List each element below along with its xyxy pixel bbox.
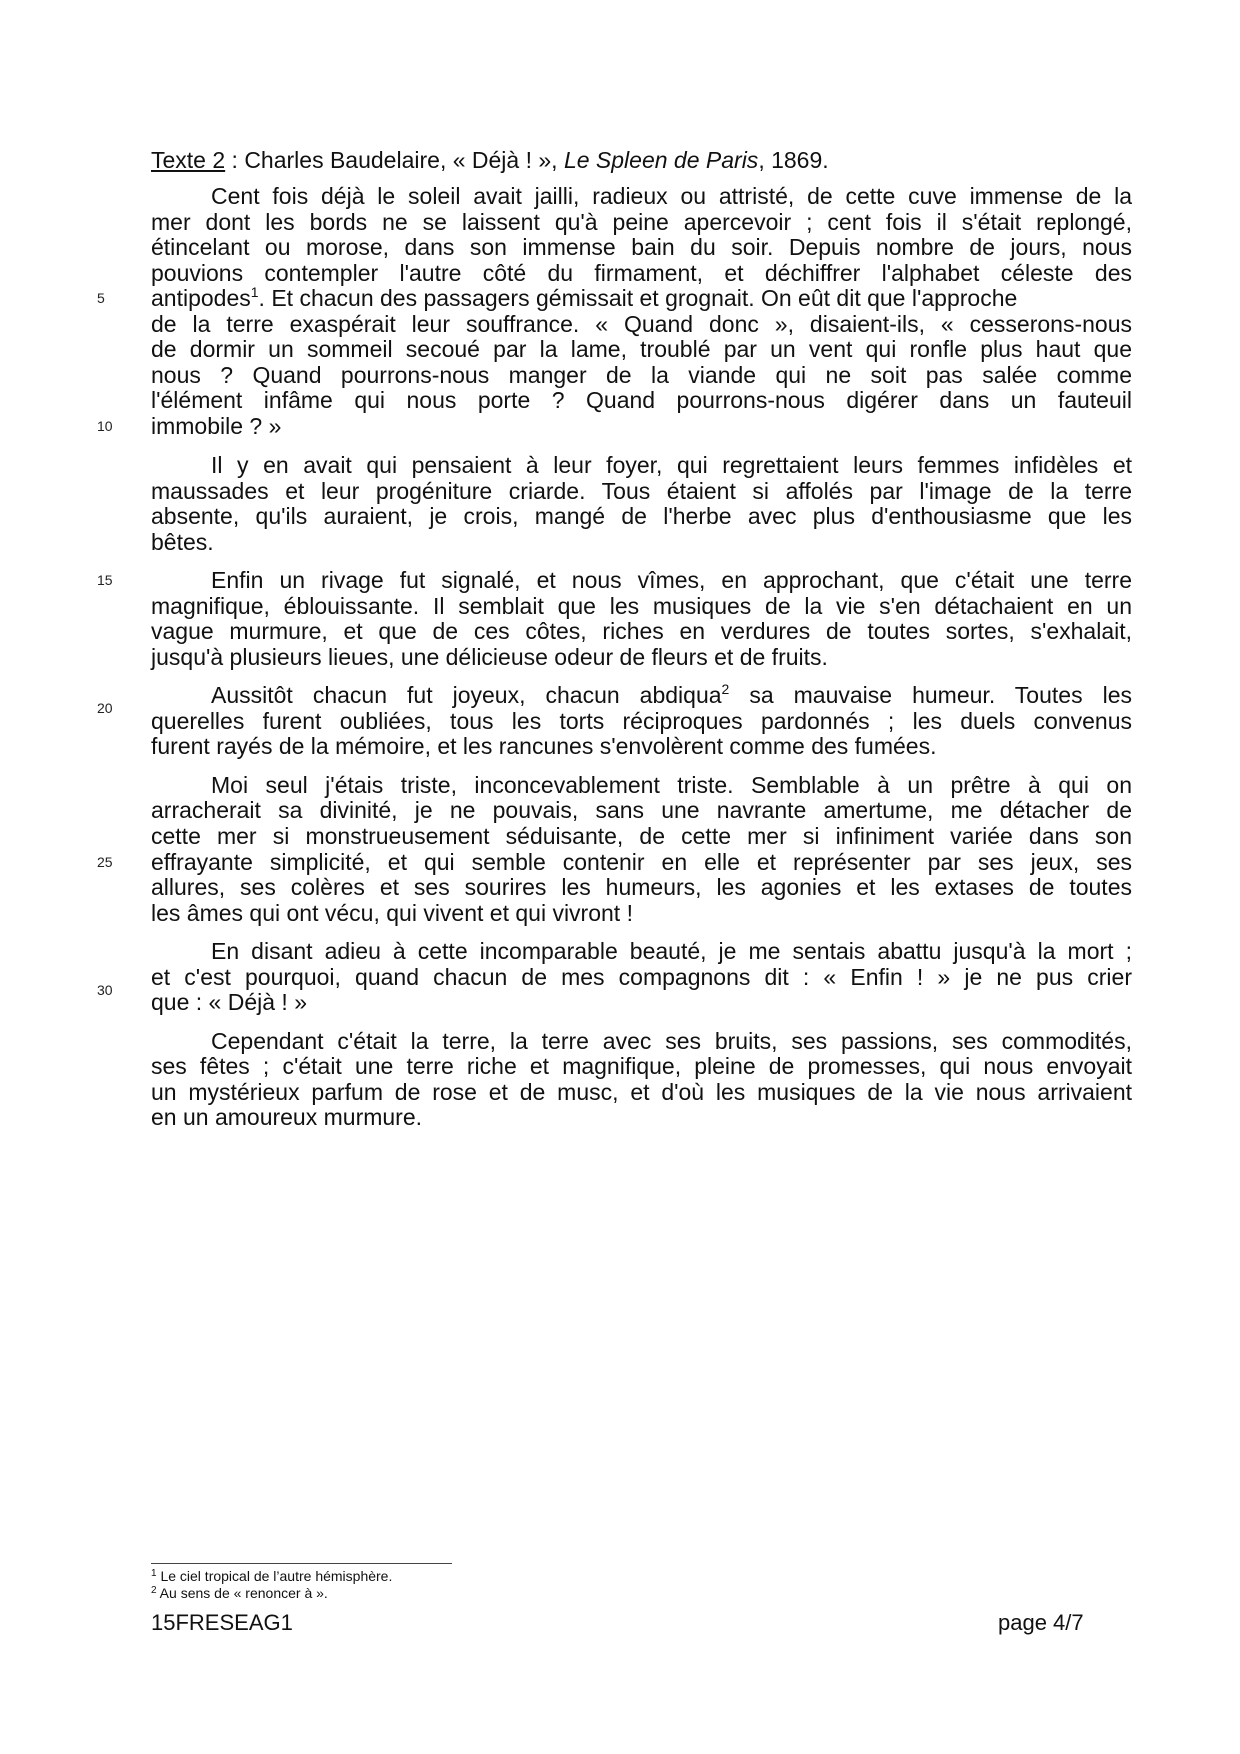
line-number: 25 <box>97 854 113 870</box>
text-line: Cependant c'était la terre, la terre avec ses bruits, ses passions, ses commodités, <box>211 1028 1132 1054</box>
text-line: pouvions contempler l'autre côté du firmament, et déchiffrer l'alphabet céleste des <box>151 260 1132 286</box>
text-line: maussades et leur progéniture criarde. Tous étaient si affolés par l'image de la terre <box>151 478 1132 504</box>
text-line-start: Aussitôt chacun fut joyeux, chacun abdiqua <box>211 682 722 708</box>
line-number: 10 <box>97 418 113 434</box>
text-line: les âmes qui ont vécu, qui vivent et qui vivront ! <box>151 900 633 926</box>
text-line-rest: sa mauvaise humeur. Toutes les <box>729 682 1132 708</box>
text-line: mer dont les bords ne se laissent qu'à peine apercevoir ; cent fois il s'était replongé, <box>151 209 1132 235</box>
text-line: l'élément infâme qui nous porte ? Quand pourrons-nous digérer dans un fauteuil <box>151 387 1132 413</box>
text-line: querelles furent oubliées, tous les torts réciproques pardonnés ; les duels convenus <box>151 708 1132 734</box>
heading-year: , 1869. <box>758 147 829 173</box>
heading-work-title: Le Spleen de Paris <box>563 147 759 173</box>
footnote-mark: 1 <box>151 1568 157 1579</box>
text-line-rest: . Et chacun des passagers gémissait et grognait. On eût dit que l'approche <box>258 285 1018 311</box>
heading-author: : Charles Baudelaire, « Déjà ! », <box>225 147 564 173</box>
text-line: ses fêtes ; c'était une terre riche et magnifique, pleine de promesses, qui nous envoyait <box>151 1053 1132 1079</box>
text-line: effrayante simplicité, et qui semble contenir en elle et représenter par ses jeux, ses <box>151 849 1132 875</box>
footnote-mark: 2 <box>151 1585 157 1596</box>
text-line: un mystérieux parfum de rose et de musc, et d'où les musiques de la vie nous arrivaient <box>151 1079 1132 1105</box>
footnote-separator <box>151 1563 452 1564</box>
text-reference: Texte 2 <box>151 147 226 173</box>
text-line: vague murmure, et que de ces côtes, riches en verdures de toutes sortes, s'exhalait, <box>151 618 1132 644</box>
text-line: cette mer si monstrueusement séduisante, de cette mer si infiniment variée dans son <box>151 823 1132 849</box>
antipodes-word: antipodes <box>151 285 251 311</box>
text-line: Moi seul j'étais triste, inconcevablement triste. Semblable à un prêtre à qui on <box>211 772 1132 798</box>
footnote-ref-1: 1 <box>250 284 259 300</box>
footnote-text: Au sens de « renoncer à ». <box>156 1585 328 1601</box>
text-line <box>151 284 1132 313</box>
text-line: que : « Déjà ! » <box>151 989 307 1015</box>
page-number: page 4/7 <box>998 1610 1084 1635</box>
document-code: 15FRESEAG1 <box>151 1610 293 1635</box>
text-line: de la terre exaspérait leur souffrance. « Quand donc », disaient-ils, « cesserons-nous <box>151 311 1132 337</box>
line-number: 5 <box>97 290 105 306</box>
text-heading <box>151 146 829 175</box>
footnote-text: Le ciel tropical de l’autre hémisphère. <box>156 1568 393 1584</box>
text-line: furent rayés de la mémoire, et les rancunes s'envolèrent comme des fumées. <box>151 733 937 759</box>
text-line: étincelant ou morose, dans son immense bain du soir. Depuis nombre de jours, nous <box>151 234 1132 260</box>
text-line: Cent fois déjà le soleil avait jailli, radieux ou attristé, de cette cuve immense de la <box>211 183 1132 209</box>
text-line: bêtes. <box>151 529 214 555</box>
text-line: Il y en avait qui pensaient à leur foyer, qui regrettaient leurs femmes infidèles et <box>211 452 1132 478</box>
text-line: et c'est pourquoi, quand chacun de mes compagnons dit : « Enfin ! » je ne pus crier <box>151 964 1132 990</box>
text-line: nous ? Quand pourrons-nous manger de la viande qui ne soit pas salée comme <box>151 362 1132 388</box>
text-line <box>211 681 1132 710</box>
text-line: Enfin un rivage fut signalé, et nous vîmes, en approchant, que c'était une terre <box>211 567 1132 593</box>
text-line: En disant adieu à cette incomparable beauté, je me sentais abattu jusqu'à la mort ; <box>211 938 1132 964</box>
footnote-2 <box>151 1584 328 1602</box>
line-number: 20 <box>97 700 113 716</box>
text-line: arracherait sa divinité, je ne pouvais, sans une navrante amertume, me détacher de <box>151 797 1132 823</box>
line-number: 30 <box>97 982 113 998</box>
text-line: magnifique, éblouissante. Il semblait que les musiques de la vie s'en détachaient en un <box>151 593 1132 619</box>
text-line: immobile ? » <box>151 413 282 439</box>
text-line: de dormir un sommeil secoué par la lame, troublé par un vent qui ronfle plus haut que <box>151 336 1132 362</box>
text-line: jusqu'à plusieurs lieues, une délicieuse odeur de fleurs et de fruits. <box>151 644 828 670</box>
line-number: 15 <box>97 572 113 588</box>
text-line: absente, qu'ils auraient, je crois, mangé de l'herbe avec plus d'enthousiasme que les <box>151 503 1132 529</box>
footnote-ref-2: 2 <box>721 681 730 697</box>
text-line: allures, ses colères et ses sourires les humeurs, les agonies et les extases de toutes <box>151 874 1132 900</box>
text-line: en un amoureux murmure. <box>151 1104 423 1130</box>
footnote-1 <box>151 1567 392 1585</box>
